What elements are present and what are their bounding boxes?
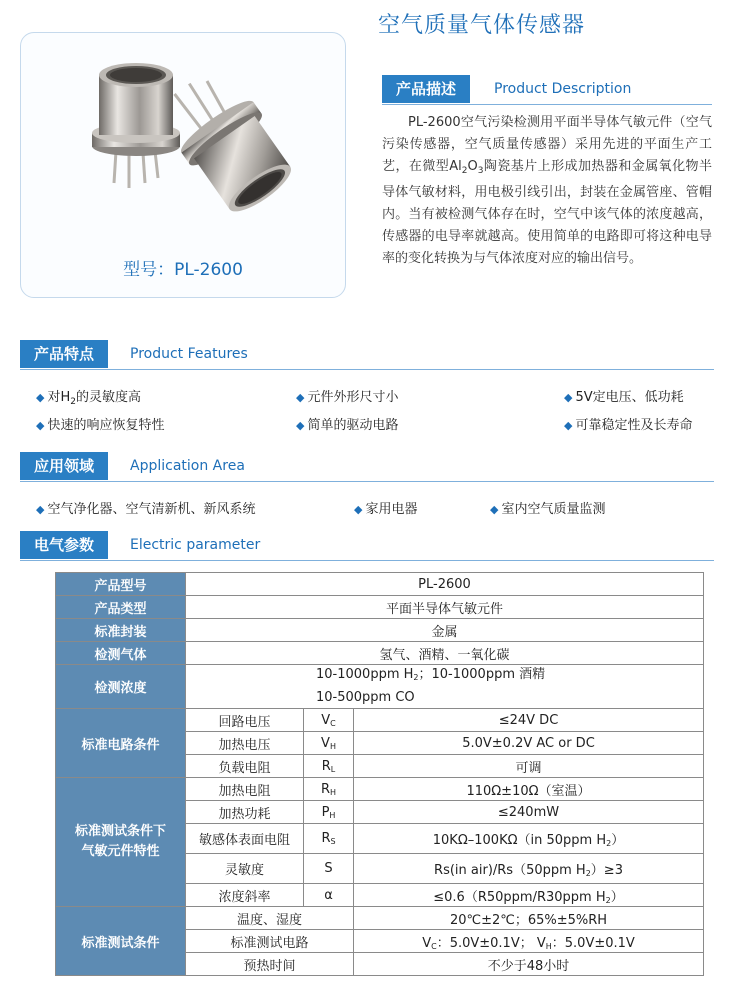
- table-cell: 不少于48小时: [354, 953, 704, 976]
- table-row: [56, 778, 704, 801]
- table-cell: PL-2600: [186, 573, 704, 596]
- table-cell: 回路电压: [186, 709, 304, 732]
- table-cell: 敏感体表面电阻: [186, 824, 304, 854]
- diamond-icon: ◆: [354, 503, 363, 516]
- description-header: [382, 75, 712, 103]
- table-cell: $R_H$: [304, 778, 354, 801]
- table-cell: 标准测试电路: [186, 930, 354, 953]
- table-cell: 浓度斜率: [186, 884, 304, 907]
- table-cell: 预热时间: [186, 953, 354, 976]
- description-header-cn: 产品描述: [382, 75, 470, 103]
- application-item: ◆ 家用电器: [354, 502, 418, 517]
- table-cell: ≤240mW: [354, 801, 704, 824]
- table-cell: 10KΩ–100KΩ（in 50ppm $H_2$）: [354, 824, 704, 854]
- application-header: [20, 452, 714, 480]
- table-row: [56, 573, 704, 596]
- feature-item: ◆ 快速的响应恢复特性: [36, 418, 165, 433]
- diamond-icon: ◆: [490, 503, 499, 516]
- electric-header-en: Electric parameter: [130, 537, 261, 553]
- diamond-icon: ◆: [296, 419, 305, 432]
- table-row: [56, 596, 704, 619]
- application-item: ◆ 空气净化器、空气清新机、新风系统: [36, 502, 256, 517]
- table-cell: $P_H$: [304, 801, 354, 824]
- diamond-icon: ◆: [36, 503, 45, 516]
- features-header-en: Product Features: [130, 346, 248, 362]
- table-row: [56, 665, 704, 709]
- table-cell: $R_S$: [304, 824, 354, 854]
- page-title: 空气质量气体传感器: [378, 13, 586, 38]
- feature-item: ◆ 元件外形尺寸小: [296, 390, 399, 405]
- electric-header: [20, 531, 714, 559]
- sensor-image: [21, 33, 347, 248]
- table-cell: $V_H$: [304, 732, 354, 755]
- feature-item: ◆ 简单的驱动电路: [296, 418, 399, 433]
- table-cell: $V_C$：5.0V±0.1V； $V_H$：5.0V±0.1V: [354, 930, 704, 953]
- application-header-en: Application Area: [130, 458, 245, 474]
- table-cell: α: [304, 884, 354, 907]
- table-cell: 加热功耗: [186, 801, 304, 824]
- feature-item: ◆ 对$H_2$的灵敏度高: [36, 390, 141, 407]
- features-header-cn: 产品特点: [20, 340, 108, 368]
- table-cell: $R_L$: [304, 755, 354, 778]
- table-cell: 110Ω±10Ω（室温）: [354, 778, 704, 801]
- table-cell: 负载电阻: [186, 755, 304, 778]
- feature-item: ◆ 可靠稳定性及长寿命: [564, 418, 693, 433]
- table-cell: 金属: [186, 619, 704, 642]
- table-header-cell: 标准电路条件: [56, 709, 186, 778]
- table-cell: 加热电压: [186, 732, 304, 755]
- diamond-icon: ◆: [564, 419, 573, 432]
- table-cell: S: [304, 854, 354, 884]
- table-cell: 可调: [354, 755, 704, 778]
- diamond-icon: ◆: [564, 391, 573, 404]
- table-cell: 氢气、酒精、一氧化碳: [186, 642, 704, 665]
- table-header-cell: 检测浓度: [56, 665, 186, 709]
- diamond-icon: ◆: [36, 391, 45, 404]
- application-item: ◆ 室内空气质量监测: [490, 502, 606, 517]
- table-cell: 温度、湿度: [186, 907, 354, 930]
- table-row: [56, 619, 704, 642]
- application-header-cn: 应用领域: [20, 452, 108, 480]
- table-header-cell: 标准封装: [56, 619, 186, 642]
- model-caption: 型号：PL-2600: [123, 260, 243, 280]
- table-cell: 平面半导体气敏元件: [186, 596, 704, 619]
- features-header: [20, 340, 714, 368]
- product-description: PL-2600空气污染检测用平面半导体气敏元件（空气污染传感器，空气质量传感器）采用先进的平面生产工艺，在微型$Al_2O_3$陶瓷基片上形成加热器和金属氧化物半导体气敏材料，用电极引线引出，封装在金属管座、管帽内。当有被检测气体存在时，空气中该气体的浓度越高，传感器的电导率就越高。使用简单的电路即可将这种电导率的变化转换为与气体浓度对应的输出信号。: [382, 115, 712, 266]
- table-cell: 灵敏度: [186, 854, 304, 884]
- table-cell: 5.0V±0.2V AC or DC: [354, 732, 704, 755]
- table-header-cell: 产品类型: [56, 596, 186, 619]
- table-header-cell: 检测气体: [56, 642, 186, 665]
- table-row: [56, 709, 704, 732]
- diamond-icon: ◆: [36, 419, 45, 432]
- table-cell: Rs(in air)/Rs（50ppm $H_2)\ge 3$: [354, 854, 704, 884]
- parameter-table: [55, 572, 704, 976]
- feature-item: ◆ 5V定电压、低功耗: [564, 390, 684, 405]
- table-cell: $V_C$: [304, 709, 354, 732]
- table-cell: 加热电阻: [186, 778, 304, 801]
- table-cell: ≤24V DC: [354, 709, 704, 732]
- table-cell: ≤0.6（R50ppm/R30ppm $H_2$）: [354, 884, 704, 907]
- table-row: [56, 907, 704, 930]
- table-row: [56, 642, 704, 665]
- electric-header-cn: 电气参数: [20, 531, 108, 559]
- diamond-icon: ◆: [296, 391, 305, 404]
- description-header-en: Product Description: [494, 81, 632, 97]
- table-header-cell: 产品型号: [56, 573, 186, 596]
- table-header-cell: 标准测试条件: [56, 907, 186, 976]
- table-header-cell: 标准测试条件下 气敏元件特性: [56, 778, 186, 907]
- table-cell: 10-1000ppm $H_2$；10-1000ppm 酒精 10-500ppm CO: [186, 665, 704, 709]
- product-photo: [20, 32, 346, 298]
- table-cell: 20℃±2℃；65%±5%RH: [354, 907, 704, 930]
